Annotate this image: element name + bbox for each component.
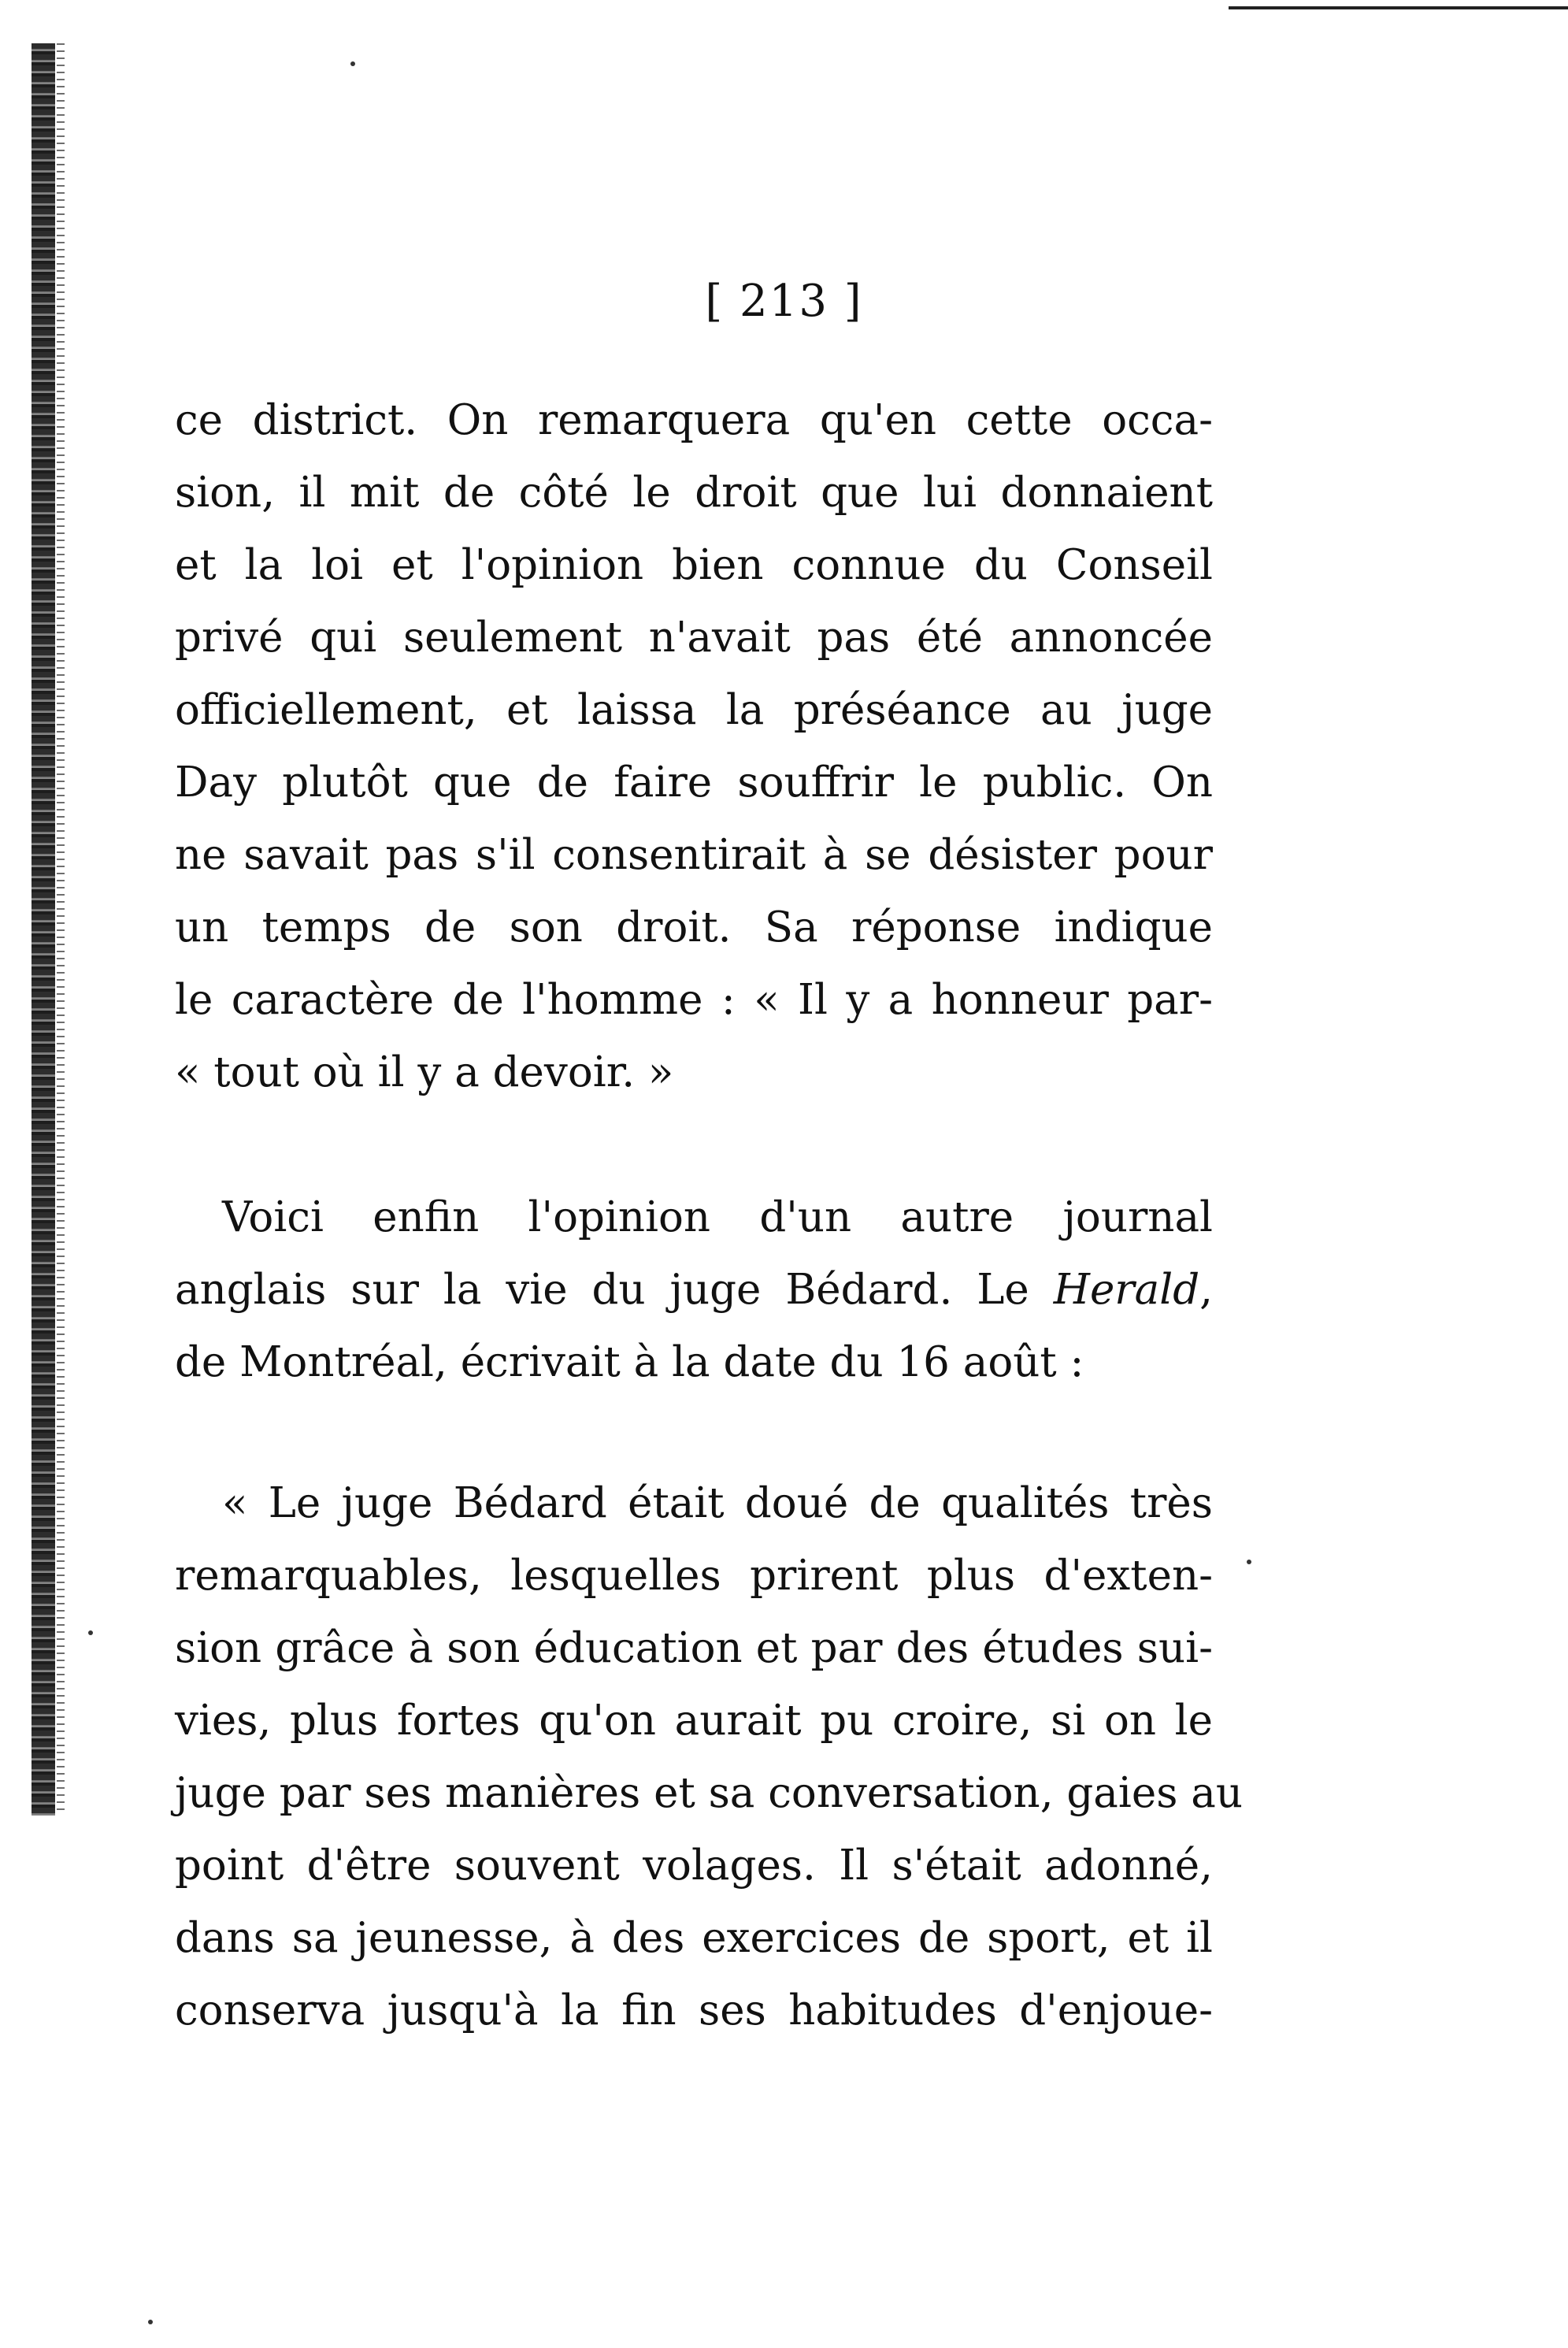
text-line: sion grâce à son éducation et par des études sui- xyxy=(175,1624,1213,1672)
scan-speck xyxy=(1247,1560,1251,1564)
text-line: officiellement, et laissa la préséance au juge xyxy=(175,686,1213,734)
text-line: conserva jusqu'à la fin ses habitudes d'enjoue- xyxy=(175,1986,1213,2035)
text-line: Voici enfin l'opinion d'un autre journal xyxy=(222,1193,1213,1241)
text-line-fragment: anglais sur la vie du juge Bédard. Le xyxy=(175,1266,1029,1314)
text-line: un temps de son droit. Sa réponse indique xyxy=(175,903,1213,951)
text-line: « Le juge Bédard était doué de qualités très xyxy=(222,1479,1213,1527)
text-line: ne savait pas s'il consentirait à se désister pour xyxy=(175,831,1213,879)
scan-speck xyxy=(88,1630,93,1635)
paragraph-3 xyxy=(175,1467,1244,2047)
text-line: de Montréal, écrivait à la date du 16 août : xyxy=(175,1338,1084,1386)
text-line-with-title xyxy=(175,1254,1213,1326)
text-line: privé qui seulement n'avait pas été annoncée xyxy=(175,614,1213,662)
top-edge-rule xyxy=(1229,6,1568,9)
page-number: [ 213 ] xyxy=(705,276,863,327)
scan-speck xyxy=(148,2320,153,2324)
title-punctuation: , xyxy=(1199,1266,1213,1314)
text-line: vies, plus fortes qu'on aurait pu croire, si on le xyxy=(175,1697,1213,1745)
text-line: juge par ses manières et sa conversation, gaies au xyxy=(175,1769,1244,1817)
text-line: dans sa jeunesse, à des exercices de sport, et il xyxy=(175,1914,1213,1962)
paragraph-2 xyxy=(175,1181,1213,1399)
text-line: et la loi et l'opinion bien connue du Conseil xyxy=(175,541,1213,589)
paragraph-1 xyxy=(175,384,1213,1109)
newspaper-title: Herald xyxy=(1053,1266,1200,1314)
text-line: « tout où il y a devoir. » xyxy=(175,1048,674,1096)
text-line: ce district. On remarquera qu'en cette occa- xyxy=(175,396,1213,444)
text-line: Day plutôt que de faire souffrir le public. On xyxy=(175,759,1213,807)
text-line: remarquables, lesquelles prirent plus d'exten- xyxy=(175,1552,1213,1600)
text-line: point d'être souvent volages. Il s'était adonné, xyxy=(175,1842,1213,1890)
scan-speck xyxy=(350,61,355,66)
text-line: sion, il mit de côté le droit que lui donnaient xyxy=(175,469,1213,517)
text-line: le caractère de l'homme : « Il y a honneur par- xyxy=(175,976,1213,1024)
